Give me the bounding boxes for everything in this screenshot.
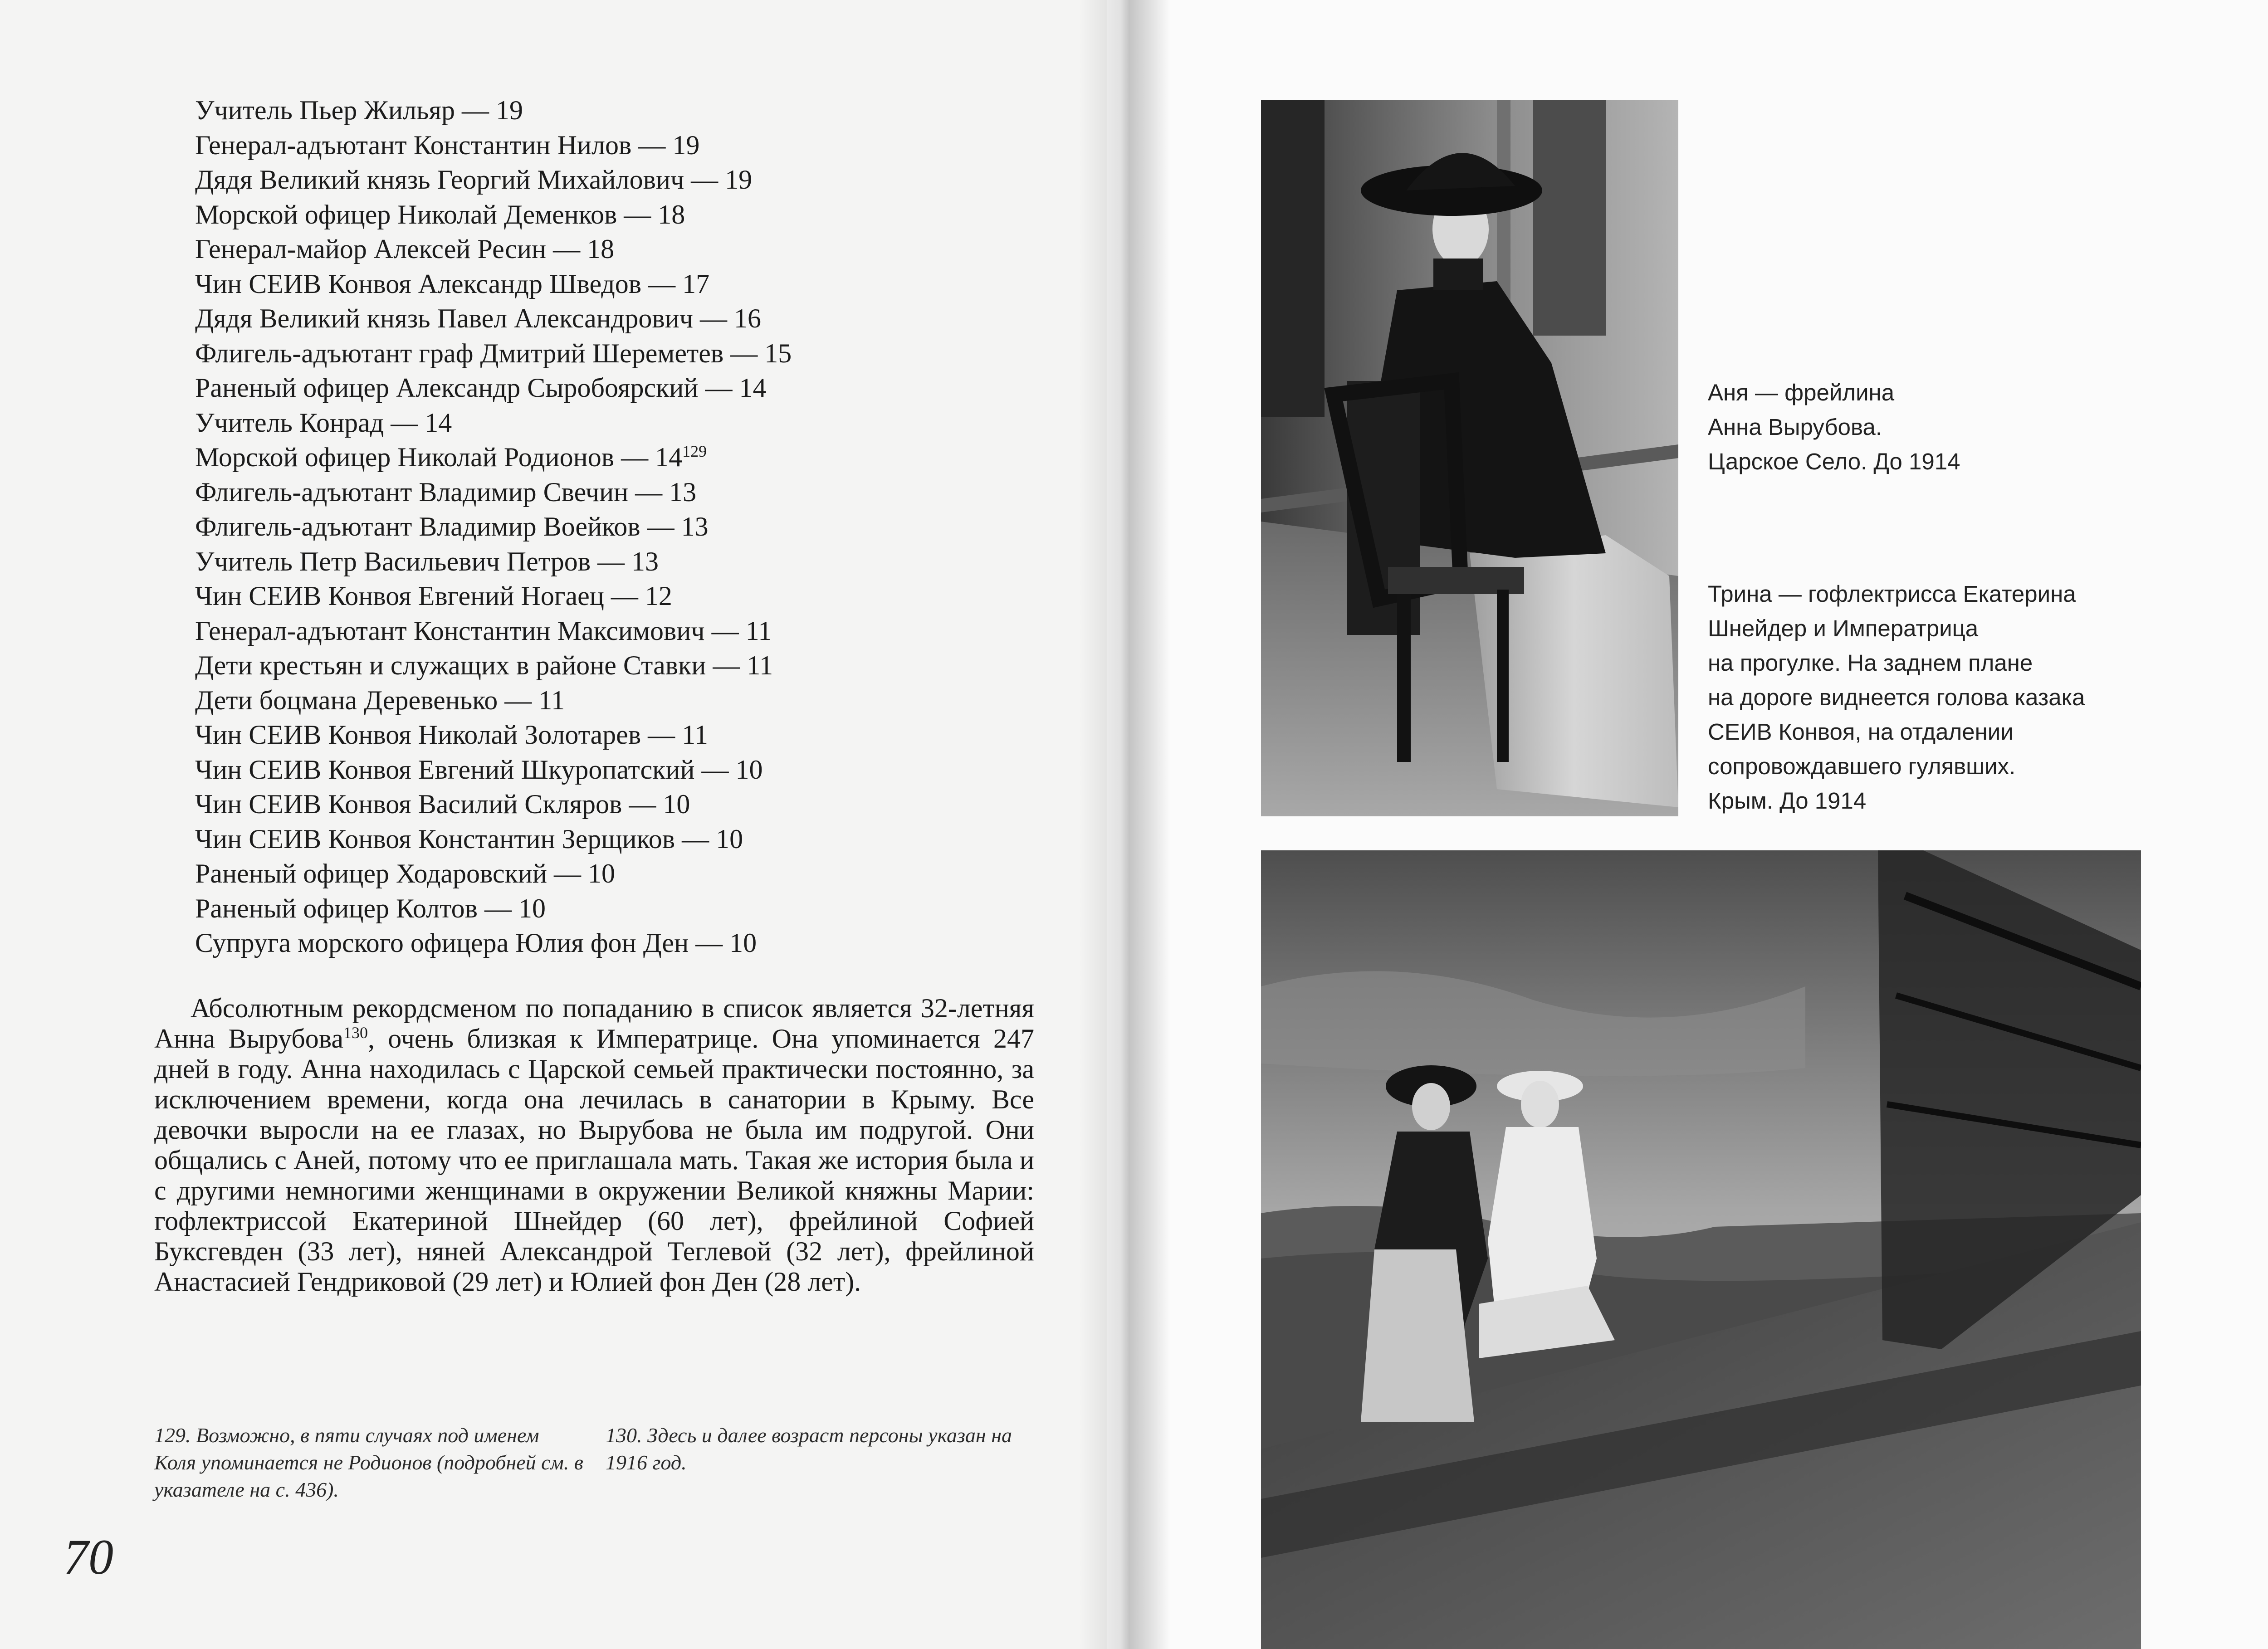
body-paragraph: Абсолютным рекордсменом по попаданию в список является 32-летняя Анна Вырубова$^{130}$, очень близкая к Императрице. Она упоминается 247 дней в году. Анна находилась с Царской семьей практически постоянно, за исключением времени, когда она лечилась в санатории в Крыму. Все девочки выросли на ее глазах, но Вырубова не была им подругой. Они общались с Аней, потому что ее приглашала мать. Такая же история была и с другими немногими женщинами в окружении Великой княжны Марии: гофлектриссой Екатериной Шнейдер (60 лет), фрейлиной Софией Буксгевден (33 лет), няней Александрой Теглевой (32 лет), фрейлиной Анастасией Гендриковой (29 лет) и Юлией фон Ден (28 лет).	[154, 993, 1034, 1297]
caption-line: Трина — гофлектрисса Екатерина	[1708, 581, 2076, 607]
caption-line: Анна Вырубова.	[1708, 414, 1882, 440]
photo-anna-vyrubova	[1261, 100, 1678, 816]
list-item: Дядя Великий князь Георгий Михайлович — 19	[195, 165, 753, 195]
list-item: Генерал-адъютант Константин Максимович — 11	[195, 615, 772, 646]
list-item: Раненый офицер Александр Сыробоярский — 14	[195, 373, 767, 403]
list-item: Морской офицер Николай Деменков — 18	[195, 199, 685, 229]
footnote-ref[interactable]: 130	[343, 1024, 368, 1042]
list-item: Дети боцмана Деревенько — 11	[195, 685, 565, 715]
book-gutter-shadow	[1080, 0, 1170, 1649]
left-page	[0, 0, 1107, 1649]
list-item: Раненый офицер Колтов — 10	[195, 893, 546, 923]
list-item: Чин СЕИВ Конвоя Константин Зерщиков — 10	[195, 824, 743, 854]
list-item: Раненый офицер Ходаровский — 10	[195, 859, 615, 888]
footnote-129: 129. Возможно, в пяти случаях под именем Коля упоминается не Родионов (подробней см. в указателе на с. 436).	[154, 1424, 583, 1501]
list-item: Чин СЕИВ Конвоя Александр Шведов — 17	[195, 268, 710, 299]
list-item: Генерал-майор Алексей Ресин — 18	[195, 234, 615, 264]
photo-trina-and-empress	[1261, 850, 2141, 1649]
caption-line: СЕИВ Конвоя, на отдалении	[1708, 719, 2014, 745]
list-item: Флигель-адъютант Владимир Свечин — 13	[195, 477, 697, 507]
list-item: Учитель Пьер Жильяр — 19	[195, 95, 523, 125]
photo-trina-and-empress-image	[1261, 850, 2141, 1649]
caption-line: Крым. До 1914	[1708, 788, 1867, 814]
list-item: Чин СЕИВ Конвоя Евгений Ногаец — 12	[195, 581, 672, 611]
caption-line: на прогулке. На заднем плане	[1708, 650, 2033, 676]
list-item: Чин СЕИВ Конвоя Евгений Шкуропатский — 10	[195, 754, 763, 785]
list-item: Учитель Конрад — 14	[195, 407, 452, 438]
list-item: Морской офицер Николай Родионов — $14^{129}$	[195, 442, 707, 472]
list-item: Учитель Петр Васильевич Петров — 13	[195, 546, 659, 576]
caption-line: сопровождавшего гулявших.	[1708, 753, 2016, 779]
list-item: Генерал-адъютант Константин Нилов — 19	[195, 130, 700, 160]
list-item: Флигель-адъютант граф Дмитрий Шереметев — 15	[195, 338, 792, 368]
caption-trina-and-empress	[1708, 577, 2261, 818]
caption-line: Шнейдер и Императрица	[1708, 615, 1979, 641]
list-item: Супруга морского офицера Юлия фон Ден — 10	[195, 928, 757, 958]
caption-anna-vyrubova	[1708, 376, 2261, 479]
list-item: Чин СЕИВ Конвоя Николай Золотарев — 11	[195, 720, 708, 750]
list-item: Чин СЕИВ Конвоя Василий Скляров — 10	[195, 789, 690, 819]
photo-anna-vyrubova-image	[1261, 100, 1678, 816]
caption-line: Аня — фрейлина	[1708, 380, 1895, 405]
caption-line: на дороге виднеется голова казака	[1708, 684, 2085, 710]
mentions-list	[195, 93, 921, 961]
list-item: Флигель-адъютант Владимир Воейков — 13	[195, 512, 709, 542]
list-item: Дети крестьян и служащих в районе Ставки — 11	[195, 650, 773, 680]
list-item: Дядя Великий князь Павел Александрович — 16	[195, 303, 761, 333]
page-number: 70	[64, 1529, 113, 1585]
footnote-130: 130. Здесь и далее возраст персоны указан на 1916 год.	[606, 1424, 1012, 1474]
footnote-ref[interactable]: 129	[682, 442, 707, 460]
caption-line: Царское Село. До 1914	[1708, 449, 1960, 474]
